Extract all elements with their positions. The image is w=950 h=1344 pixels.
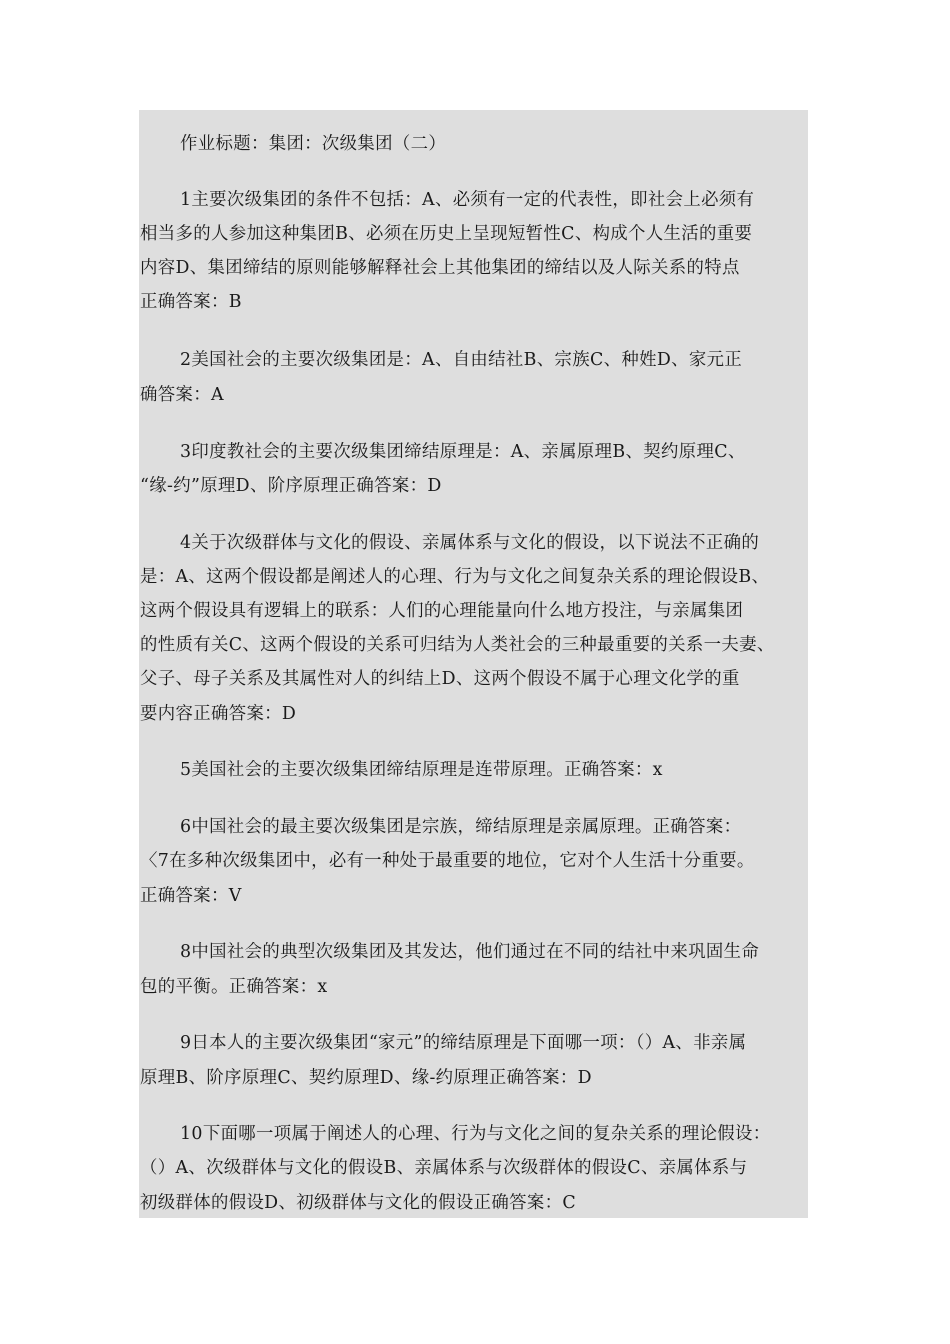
q5-line-1: 5美国社会的主要次级集团缔结原理是连带原理。正确答案：x bbox=[180, 760, 663, 780]
q7-answer: 正确答案：V bbox=[140, 886, 242, 906]
q3-line-2: “缘-约”原理D、阶序原理正确答案：D bbox=[140, 476, 442, 496]
q4-line-6: 要内容正确答案：D bbox=[140, 704, 297, 724]
q10-line-1: 10下面哪一项属于阐述人的心理、行为与文化之间的复杂关系的理论假设： bbox=[180, 1124, 771, 1144]
q3-line-1: 3印度教社会的主要次级集团缔结原理是：A、亲属原理B、契约原理C、 bbox=[180, 442, 746, 462]
document-page bbox=[139, 110, 808, 1218]
q10-line-3: 初级群体的假设D、初级群体与文化的假设正确答案：C bbox=[140, 1193, 576, 1213]
q9-line-1: 9日本人的主要次级集团“家元”的缔结原理是下面哪一项：（）A、非亲属 bbox=[180, 1033, 747, 1053]
q7-line-1: 〈7在多种次级集团中，必有一种处于最重要的地位，它对个人生活十分重要。 bbox=[140, 851, 755, 871]
q4-line-1: 4关于次级群体与文化的假设、亲属体系与文化的假设，以下说法不正确的 bbox=[180, 533, 760, 553]
q2-line-1: 2美国社会的主要次级集团是：A、自由结社B、宗族C、种姓D、家元正 bbox=[180, 350, 743, 370]
q9-line-2: 原理B、阶序原理C、契约原理D、缘-约原理正确答案：D bbox=[140, 1068, 592, 1088]
q2-line-2: 确答案：A bbox=[140, 385, 224, 405]
q8-line-1: 8中国社会的典型次级集团及其发达，他们通过在不同的结社中来巩固生命 bbox=[180, 942, 760, 962]
q4-line-3: 这两个假设具有逻辑上的联系：人们的心理能量向什么地方投注，与亲属集团 bbox=[140, 601, 744, 621]
q1-line-3: 内容D、集团缔结的原则能够解释社会上其他集团的缔结以及人际关系的特点 bbox=[140, 258, 740, 278]
q1-line-2: 相当多的人参加这种集团B、必须在历史上呈现短暂性C、构成个人生活的重要 bbox=[140, 224, 753, 244]
q4-line-2: 是：A、这两个假设都是阐述人的心理、行为与文化之间复杂关系的理论假设B、 bbox=[140, 567, 770, 587]
q4-line-4: 的性质有关C、这两个假设的关系可归结为人类社会的三种最重要的关系一夫妻、 bbox=[140, 635, 775, 655]
document-title: 作业标题：集团：次级集团（二） bbox=[180, 134, 447, 154]
q6-line-1: 6中国社会的最主要次级集团是宗族，缔结原理是亲属原理。正确答案： bbox=[180, 817, 742, 837]
q10-line-2: （）A、次级群体与文化的假设B、亲属体系与次级群体的假设C、亲属体系与 bbox=[140, 1158, 748, 1178]
q1-line-1: 1主要次级集团的条件不包括：A、必须有一定的代表性，即社会上必须有 bbox=[180, 190, 755, 210]
q1-answer: 正确答案：B bbox=[140, 292, 242, 312]
q4-line-5: 父子、母子关系及其属性对人的纠结上D、这两个假设不属于心理文化学的重 bbox=[140, 669, 740, 689]
q8-line-2: 包的平衡。正确答案：x bbox=[140, 977, 328, 997]
